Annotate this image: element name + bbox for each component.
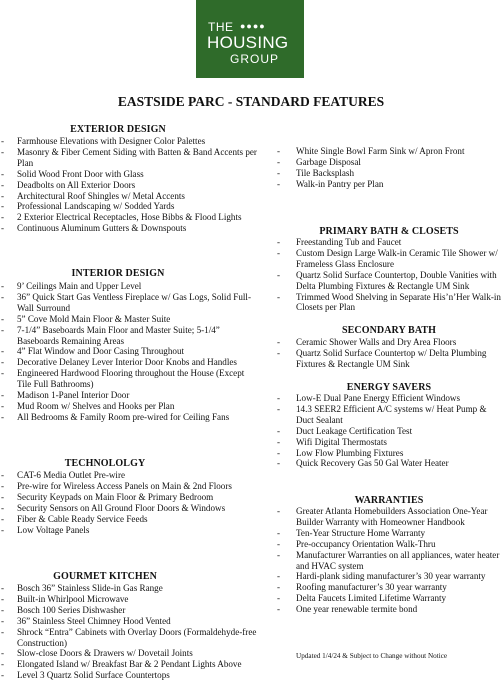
feature-item: - Wifi Digital Thermostats [276,437,502,448]
heading-warranties: WARRANTIES [354,495,424,506]
feature-item: - Hardi-plank siding manufacturer’s 30 year warranty [276,571,502,582]
heading-primary-bath-closets: PRIMARY BATH & CLOSETS [319,226,459,237]
feature-item: - Deadbolts on All Exterior Doors [0,180,260,191]
feature-item: - Farmhouse Elevations with Designer Color Palettes [0,136,260,147]
footnote-updated: Updated 1/4/24 & Subject to Change without Notice [296,652,448,660]
list-gourmet-kitchen [0,583,260,681]
feature-item: - White Single Bowl Farm Sink w/ Apron Front [276,146,502,157]
feature-item: - Low Flow Plumbing Fixtures [276,448,502,459]
feature-item: - All Bedrooms & Family Room pre-wired for Ceiling Fans [0,412,260,423]
feature-item: - Low-E Dual Pane Energy Efficient Windows [276,393,502,404]
feature-item: - Bosch 100 Series Dishwasher [0,605,260,616]
feature-item: - Masonry & Fiber Cement Siding with Batten & Band Accents per Plan [0,147,260,169]
feature-item: - Custom Design Large Walk-in Ceramic Tile Shower w/ Frameless Glass Enclosure [276,248,502,270]
feature-item: - Greater Atlanta Homebuilders Association One-Year Builder Warranty with Homeowner Handbook [276,506,502,528]
feature-item: - Continuous Aluminum Gutters & Downspouts [0,223,260,234]
feature-item: - Quick Recovery Gas 50 Gal Water Heater [276,458,502,469]
list-kitchen-continued [276,146,502,190]
logo-text-the: THE [208,20,234,34]
feature-item: - 2 Exterior Electrical Receptacles, Hose Bibbs & Flood Lights [0,212,260,223]
feature-item: - Low Voltage Panels [0,525,260,536]
feature-item: - Decorative Delaney Lever Interior Door Knobs and Handles [0,357,260,368]
feature-item: - Slow-close Doors & Drawers w/ Dovetail Joints [0,648,260,659]
feature-item: - Garbage Disposal [276,157,502,168]
page-title: EASTSIDE PARC - STANDARD FEATURES [117,94,385,109]
heading-exterior-design: EXTERIOR DESIGN [70,124,166,135]
feature-item: - 7-1/4” Baseboards Main Floor and Master Suite; 5-1/4” Baseboards Remaining Areas [0,325,260,347]
feature-item: - Delta Faucets Limited Lifetime Warranty [276,593,502,604]
feature-item: - Trimmed Wood Shelving in Separate His’n’Her Walk-in Closets per Plan [276,292,502,314]
list-secondary-bath [276,337,502,370]
feature-item: - 4” Flat Window and Door Casing Throughout [0,346,260,357]
feature-item: - Madison 1-Panel Interior Door [0,390,260,401]
feature-item: - Professional Landscaping w/ Sodded Yards [0,201,260,212]
feature-item: - 14.3 SEER2 Efficient A/C systems w/ Heat Pump & Duct Sealant [276,404,502,426]
feature-item: - Pre-occupancy Orientation Walk-Thru [276,539,502,550]
feature-item: - Built-in Whirlpool Microwave [0,594,260,605]
feature-item: - Ceramic Shower Walls and Dry Area Floors [276,337,502,348]
feature-item: - Tile Backsplash [276,168,502,179]
feature-item: - Security Sensors on All Ground Floor Doors & Windows [0,503,260,514]
feature-item: - Architectural Roof Shingles w/ Metal Accents [0,191,260,202]
heading-energy-savers: ENERGY SAVERS [346,382,432,393]
list-primary-bath-closets [276,237,502,313]
feature-item: - 5” Cove Mold Main Floor & Master Suite [0,314,260,325]
feature-item: - Mud Room w/ Shelves and Hooks per Plan [0,401,260,412]
feature-item: - Ten-Year Structure Home Warranty [276,528,502,539]
feature-item: - Fiber & Cable Ready Service Feeds [0,514,260,525]
feature-item: - Engineered Hardwood Flooring throughout the House (Except Tile Full Bathrooms) [0,368,260,390]
feature-item: - Bosch 36” Stainless Slide-in Gas Range [0,583,260,594]
list-interior-design [0,281,260,423]
feature-item: - Roofing manufacturer’s 30 year warranty [276,582,502,593]
feature-item: - Level 3 Quartz Solid Surface Countertops [0,670,260,681]
list-warranties [276,506,502,615]
logo-text-group: GROUP [230,52,280,66]
feature-item: - Manufacturer Warranties on all appliances, water heater and HVAC system [276,550,502,572]
list-technology [0,470,260,535]
feature-item: - 36” Stainless Steel Chimney Hood Vented [0,616,260,627]
feature-item: - Elongated Island w/ Breakfast Bar & 2 Pendant Lights Above [0,659,260,670]
feature-item: - 9’ Ceilings Main and Upper Level [0,281,260,292]
feature-item: - Quartz Solid Surface Countertop w/ Delta Plumbing Fixtures & Rectangle UM Sink [276,348,502,370]
feature-item: - Shrock “Entra” Cabinets with Overlay Doors (Formaldehyde-free Construction) [0,627,260,649]
feature-item: - One year renewable termite bond [276,604,502,615]
feature-item: - Pre-wire for Wireless Access Panels on Main & 2nd Floors [0,481,260,492]
logo-text-housing: HOUSING [207,33,289,52]
logo-dots-icon: ●●●● [240,21,266,31]
feature-item: - Freestanding Tub and Faucet [276,237,502,248]
feature-item: - Solid Wood Front Door with Glass [0,169,260,180]
heading-gourmet-kitchen: GOURMET KITCHEN [53,571,157,582]
list-energy-savers [276,393,502,469]
feature-item: - Duct Leakage Certification Test [276,426,502,437]
list-exterior-design [0,136,260,234]
feature-item: - 36” Quick Start Gas Ventless Fireplace w/ Gas Logs, Solid Full-Wall Surround [0,292,260,314]
heading-secondary-bath: SECONDARY BATH [341,325,437,336]
housing-group-logo [196,0,304,78]
feature-item: - Quartz Solid Surface Countertop, Double Vanities with Delta Plumbing Fixtures & Rectangle UM Sink [276,270,502,292]
feature-item: - CAT-6 Media Outlet Pre-wire [0,470,260,481]
feature-item: - Walk-in Pantry per Plan [276,179,502,190]
feature-item: - Security Keypads on Main Floor & Primary Bedroom [0,492,260,503]
heading-interior-design: INTERIOR DESIGN [71,268,165,279]
heading-technology: TECHNOLOLGY [64,458,146,469]
